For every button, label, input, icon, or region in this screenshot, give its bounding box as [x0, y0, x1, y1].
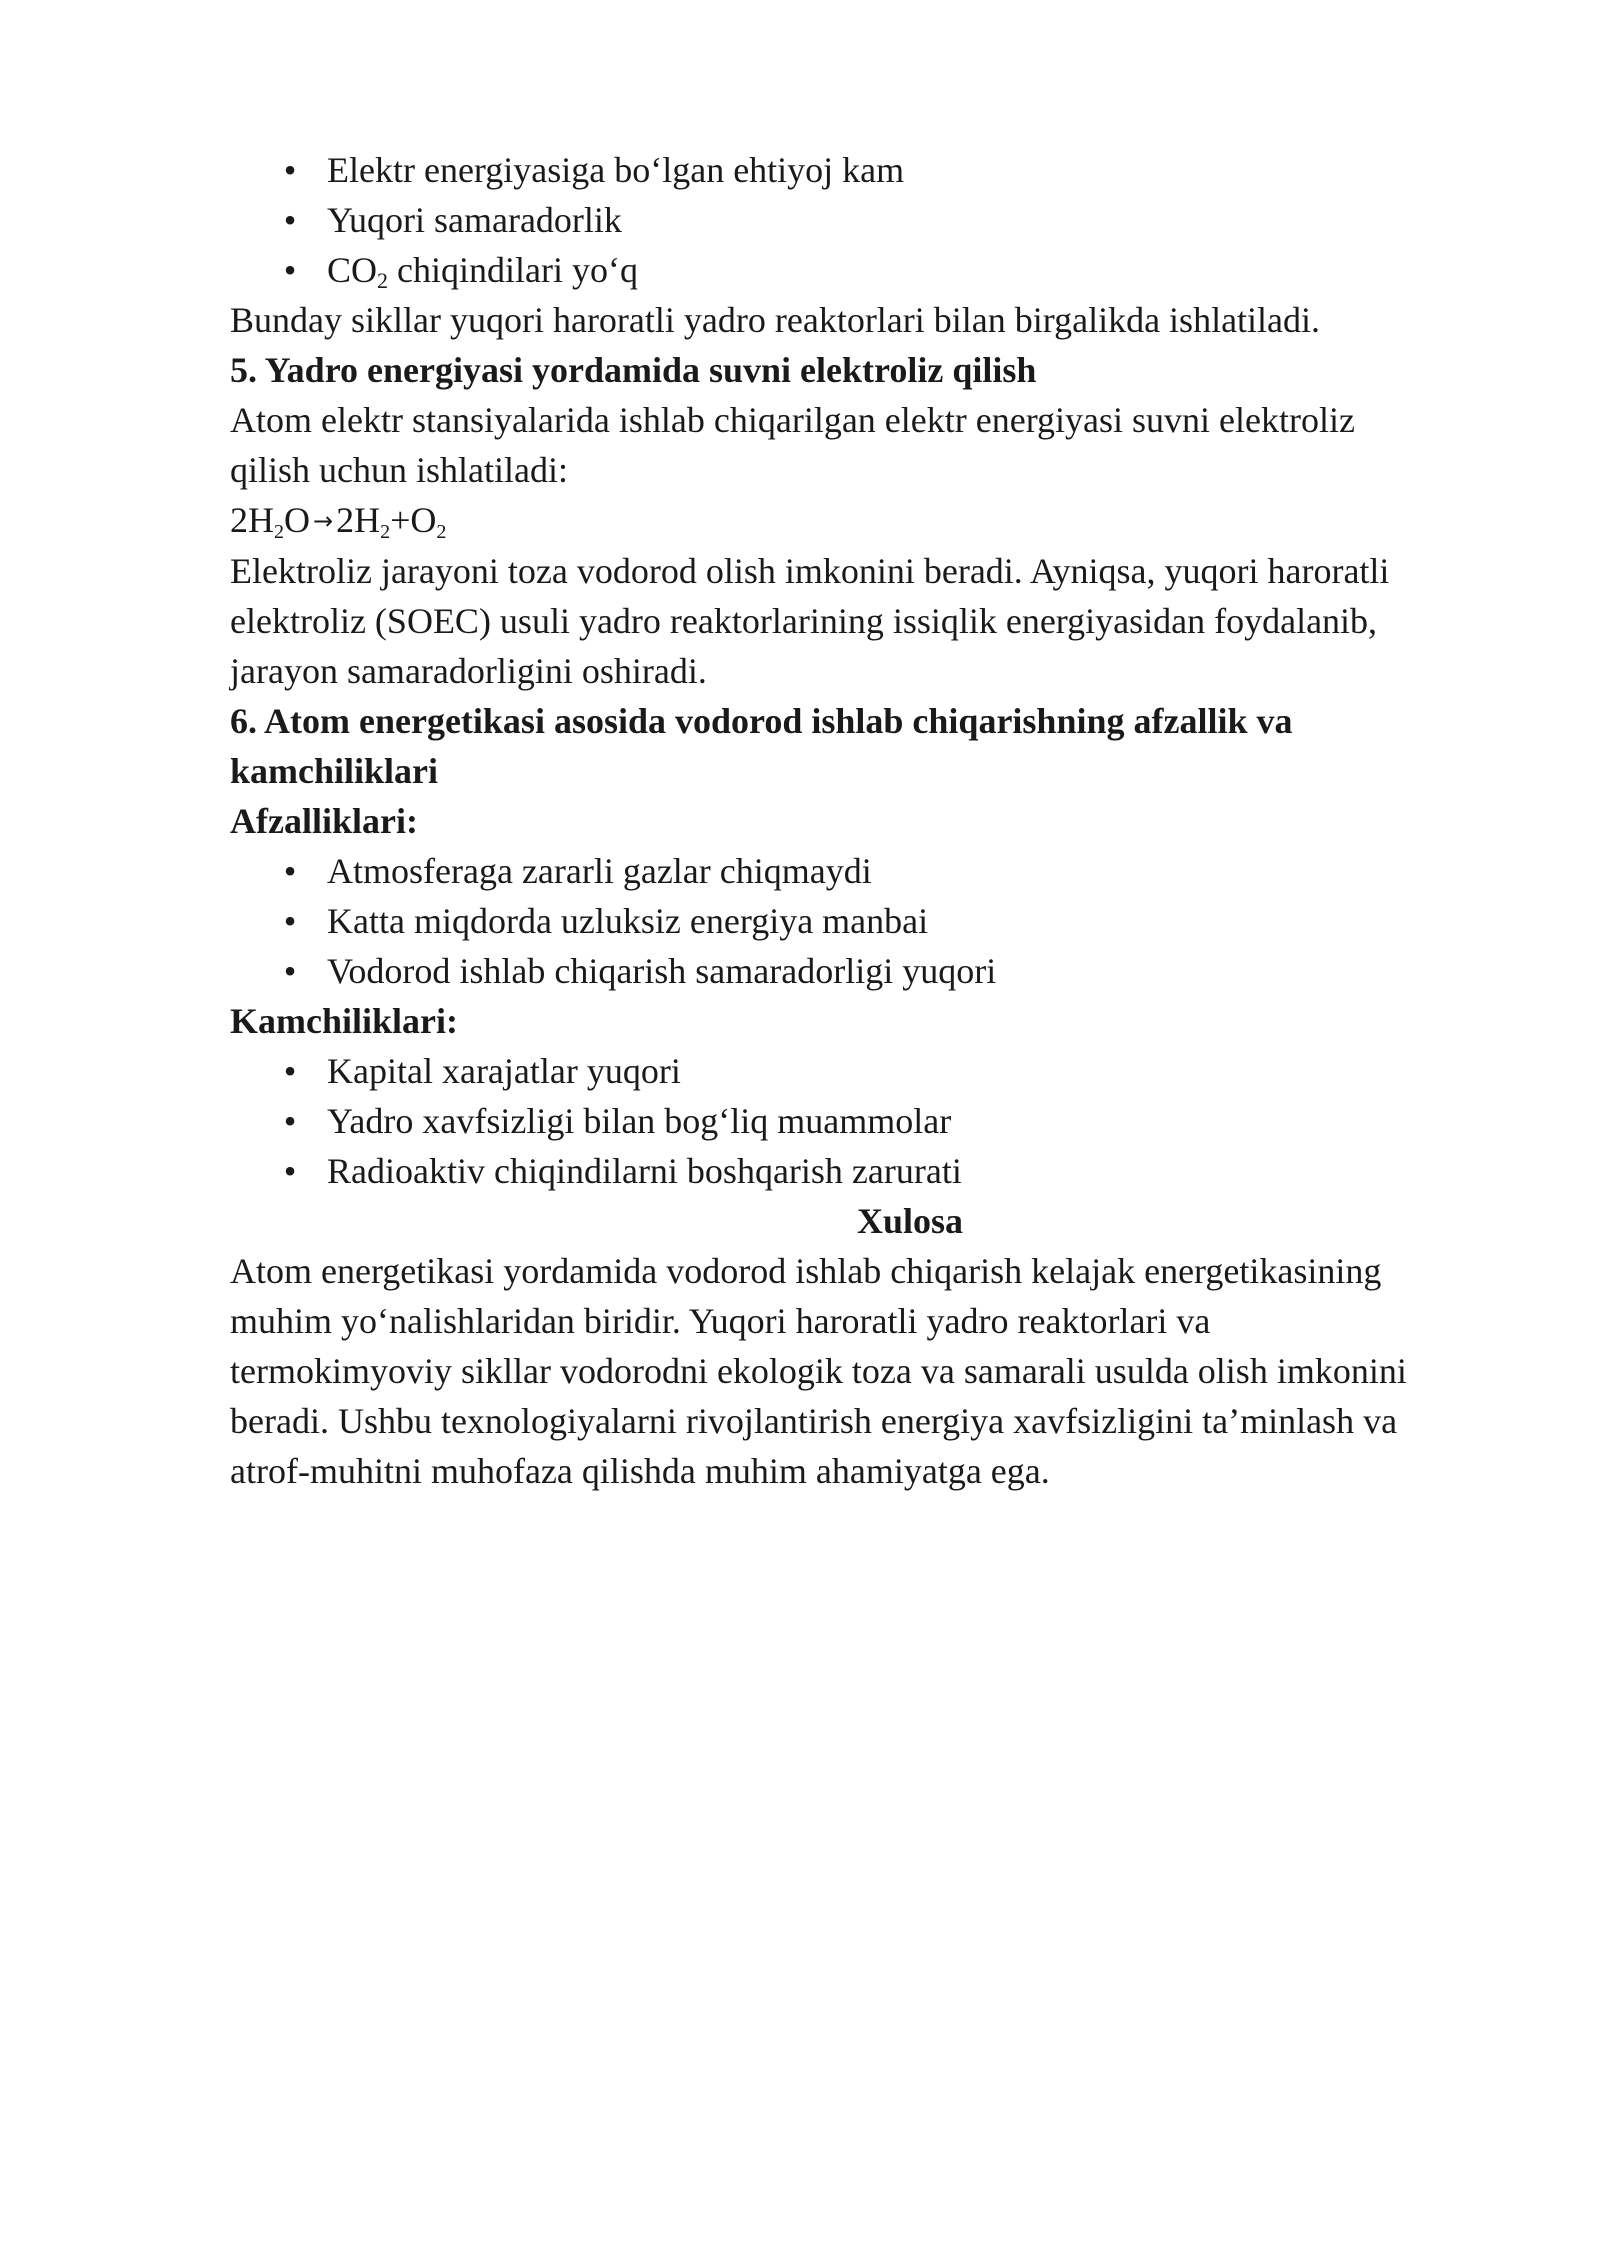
paragraph-bunday: Bunday sikllar yuqori haroratli yadro reaktorlari bilan birgalikda ishlatiladi. — [230, 300, 1321, 340]
arrow-icon: → — [313, 507, 334, 535]
section5-body-line2: elektroliz (SOEC) usuli yadro reaktorlarining issiqlik energiyasidan foydalanib, — [230, 601, 1378, 641]
bullet-icon: • — [283, 250, 297, 290]
bullet-icon: • — [283, 200, 297, 240]
advantages-list — [230, 846, 1480, 996]
list-item-text: Atmosferaga zararli gazlar chiqmaydi — [327, 851, 872, 891]
bullet-icon: • — [283, 951, 297, 991]
formula-plus-oxygen: +O — [390, 500, 437, 540]
section6-heading-line2: kamchiliklari — [230, 751, 439, 791]
conclusion-title: Xulosa — [856, 1201, 964, 1241]
section5-heading: 5. Yadro energiyasi yordamida suvni elektroliz qilish — [230, 350, 1037, 390]
section5-intro-line1: Atom elektr stansiyalarida ishlab chiqarilgan elektr energiyasi suvni elektroliz — [230, 400, 1355, 440]
formula-lhs-end: O — [284, 500, 310, 540]
section5-body-line1: Elektroliz jarayoni toza vodorod olish imkonini beradi. Ayniqsa, yuqori haroratli — [230, 551, 1390, 591]
document-page — [230, 145, 1480, 1496]
list-item-text: Kapital xarajatlar yuqori — [327, 1051, 681, 1091]
bullet-icon: • — [283, 1151, 297, 1191]
formula-rhs: 2H — [336, 500, 381, 540]
list-item-text: Radioaktiv chiqindilarni boshqarish zarurati — [327, 1151, 962, 1191]
electrolysis-formula — [230, 495, 1480, 546]
conclusion-line: muhim yo‘nalishlaridan biridir. Yuqori haroratli yadro reaktorlari va — [230, 1301, 1211, 1341]
formula-rhs-subscript: 2 — [380, 521, 391, 543]
list-item-text: Vodorod ishlab chiqarish samaradorligi yuqori — [327, 951, 997, 991]
bullet-icon: • — [283, 1101, 297, 1141]
co2-suffix: chiqindilari yo‘q — [388, 250, 638, 290]
list-item-text: Elektr energiyasiga bo‘lgan ehtiyoj kam — [327, 150, 905, 190]
list-item — [230, 946, 1480, 996]
bullet-icon: • — [283, 150, 297, 190]
list-item — [230, 145, 1480, 195]
list-item — [230, 896, 1480, 946]
co2-prefix: CO — [327, 250, 378, 290]
advantages-label: Afzalliklari: — [230, 801, 418, 841]
conclusion-line: Atom energetikasi yordamida vodorod ishlab chiqarish kelajak energetikasining — [230, 1251, 1382, 1291]
bullet-icon: • — [283, 1051, 297, 1091]
list-item — [230, 195, 1480, 245]
list-item-text: Yadro xavfsizligi bilan bog‘liq muammolar — [327, 1101, 952, 1141]
list-item-text: Yuqori samaradorlik — [327, 200, 622, 240]
disadvantages-label: Kamchiliklari: — [230, 1001, 458, 1041]
list-item — [230, 846, 1480, 896]
section5-intro-line2: qilish uchun ishlatiladi: — [230, 450, 568, 490]
formula-lhs: 2H — [230, 500, 274, 540]
conclusion-line: termokimyoviy sikllar vodorodni ekologik toza va samarali usulda olish imkonini — [230, 1351, 1407, 1391]
section6-heading-line1: 6. Atom energetikasi asosida vodorod ishlab chiqarishning afzallik va — [230, 701, 1293, 741]
formula-lhs-subscript: 2 — [274, 521, 284, 543]
co2-subscript: 2 — [377, 268, 389, 293]
list-item — [230, 1046, 1480, 1096]
disadvantages-list — [230, 1046, 1480, 1196]
list-item-text: Katta miqdorda uzluksiz energiya manbai — [327, 901, 929, 941]
formula-oxygen-subscript: 2 — [436, 521, 447, 543]
bullet-icon: • — [283, 901, 297, 941]
section5-body-line3: jarayon samaradorligini oshiradi. — [230, 651, 707, 691]
list-item — [230, 1146, 1480, 1196]
conclusion-line: atrof-muhitni muhofaza qilishda muhim ahamiyatga ega. — [230, 1451, 1050, 1491]
list-item — [230, 1096, 1480, 1146]
list-item — [230, 245, 1480, 295]
conclusion-line: beradi. Ushbu texnologiyalarni rivojlantirish energiya xavfsizligini ta’minlash va — [230, 1401, 1398, 1441]
bullet-icon: • — [283, 851, 297, 891]
top-bullet-list — [230, 145, 1480, 295]
